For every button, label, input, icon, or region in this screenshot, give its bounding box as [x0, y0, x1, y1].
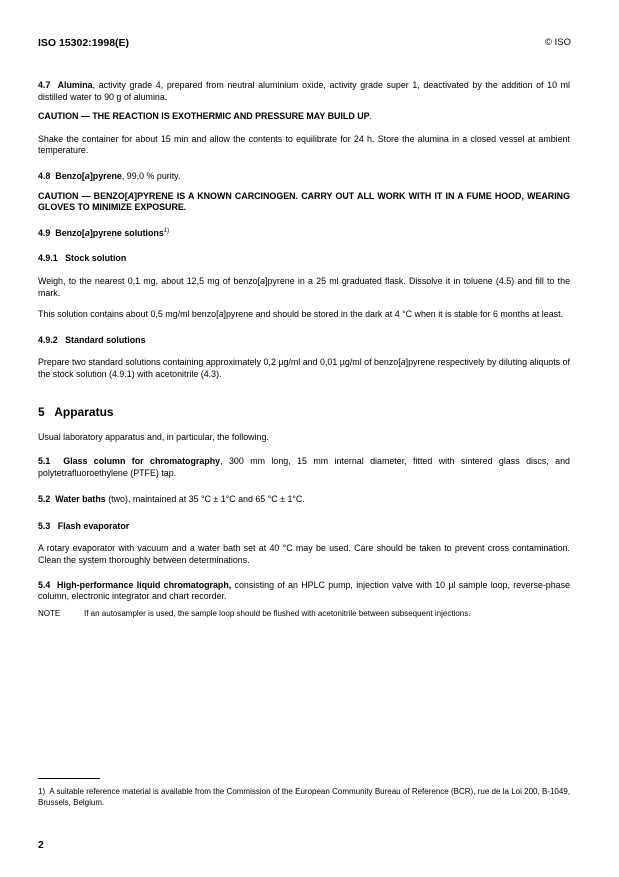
section-5-heading: 5 Apparatus — [38, 404, 114, 419]
subclause-4-9-1-heading: 4.9.1 Stock solution — [38, 253, 127, 264]
caution-exothermic: CAUTION — THE REACTION IS EXOTHERMIC AND PRESSURE MAY BUILD UP. — [38, 111, 372, 122]
standard-number: ISO 15302:1998(E) — [38, 37, 130, 49]
clause-4-7 — [38, 80, 570, 103]
copyright-mark: © ISO — [544, 37, 571, 48]
clause-5-1: 5.1 Glass column for chromatography, 300 mm long, 15 mm internal diameter, fitted with sintered glass discs, and polytetrafluoroethylene (PTFE) tap. — [38, 456, 570, 478]
document-body — [38, 80, 570, 619]
footnote-separator — [38, 778, 100, 779]
subclause-4-9-2-heading: 4.9.2 Standard solutions — [38, 334, 146, 345]
stock-solution-paragraph: Weigh, to the nearest 0,1 mg, about 12,5 mg of benzo[a]pyrene in a 25 ml graduated flask. Dissolve it in toluene (4.5) and fill to the mark. — [38, 275, 571, 298]
clause-text: , activity grade 4, prepared from neutral aluminium oxide, activity grade super 1, deactivated by the addition of 10 ml distilled water to 90 g of alumina. — [38, 80, 570, 102]
page-number: 2 — [38, 839, 44, 851]
footnote: 1) A suitable reference material is available from the Commission of the European Community Bureau of Reference (BCR), rue de la Loi 200, B-1049, Brussels, Belgium. — [38, 787, 573, 807]
footnote-reference: 1) — [163, 227, 170, 234]
clause-number: 4.7 — [38, 80, 51, 90]
clause-4-8: 4.8 Benzo[a]pyrene, 99,0 % purity. — [38, 170, 181, 181]
clause-4-9: 4.9 Benzo[a]pyrene solutions$^{1)}$ — [38, 227, 170, 238]
standard-solutions-paragraph: Prepare two standard solutions containing approximately 0,2 µg/ml and 0,01 µg/ml of benzo[a]pyrene respectively by diluting aliquots of the stock solution (4.9.1) with acetonitrile (4.3). — [38, 357, 570, 379]
apparatus-intro: Usual laboratory apparatus and, in particular, the following. — [38, 431, 269, 442]
storage-paragraph: This solution contains about 0,5 mg/ml benzo[a]pyrene and should be stored in the dark at 4 °C when it is stable for 6 months at least. — [38, 309, 564, 320]
note — [38, 609, 570, 619]
note-label: NOTE — [38, 608, 61, 618]
flash-evaporator-paragraph: A rotary evaporator with vacuum and a water bath set at 40 °C may be used. Care should be taken to prevent cross contamination. Clean the system thoroughly between determinations. — [38, 543, 570, 566]
alumina-paragraph: Shake the container for about 15 min and allow the contents to equilibrate for 24 h. Store the alumina in a closed vessel at ambient temperature. — [38, 133, 570, 156]
caution-carcinogen: CAUTION — BENZO[A]PYRENE IS A KNOWN CARCINOGEN. CARRY OUT ALL WORK WITH IT IN A FUME HOOD, WEARING GLOVES TO MINIMIZE EXPOSURE. — [38, 190, 570, 213]
clause-5-3-heading: 5.3 Flash evaporator — [38, 520, 130, 531]
clause-5-2: 5.2 Water baths (two), maintained at 35 °C ± 1°C and 65 °C ± 1°C. — [38, 494, 305, 505]
note-text: If an autosampler is used, the sample loop should be flushed with acetonitrile between subsequent injections. — [84, 608, 471, 618]
clause-5-4: 5.4 High-performance liquid chromatograph, consisting of an HPLC pump, injection valve with 10 µl sample loop, reverse-phase column, electronic integrator and chart recorder. — [38, 579, 570, 602]
clause-term: Alumina — [57, 80, 93, 90]
